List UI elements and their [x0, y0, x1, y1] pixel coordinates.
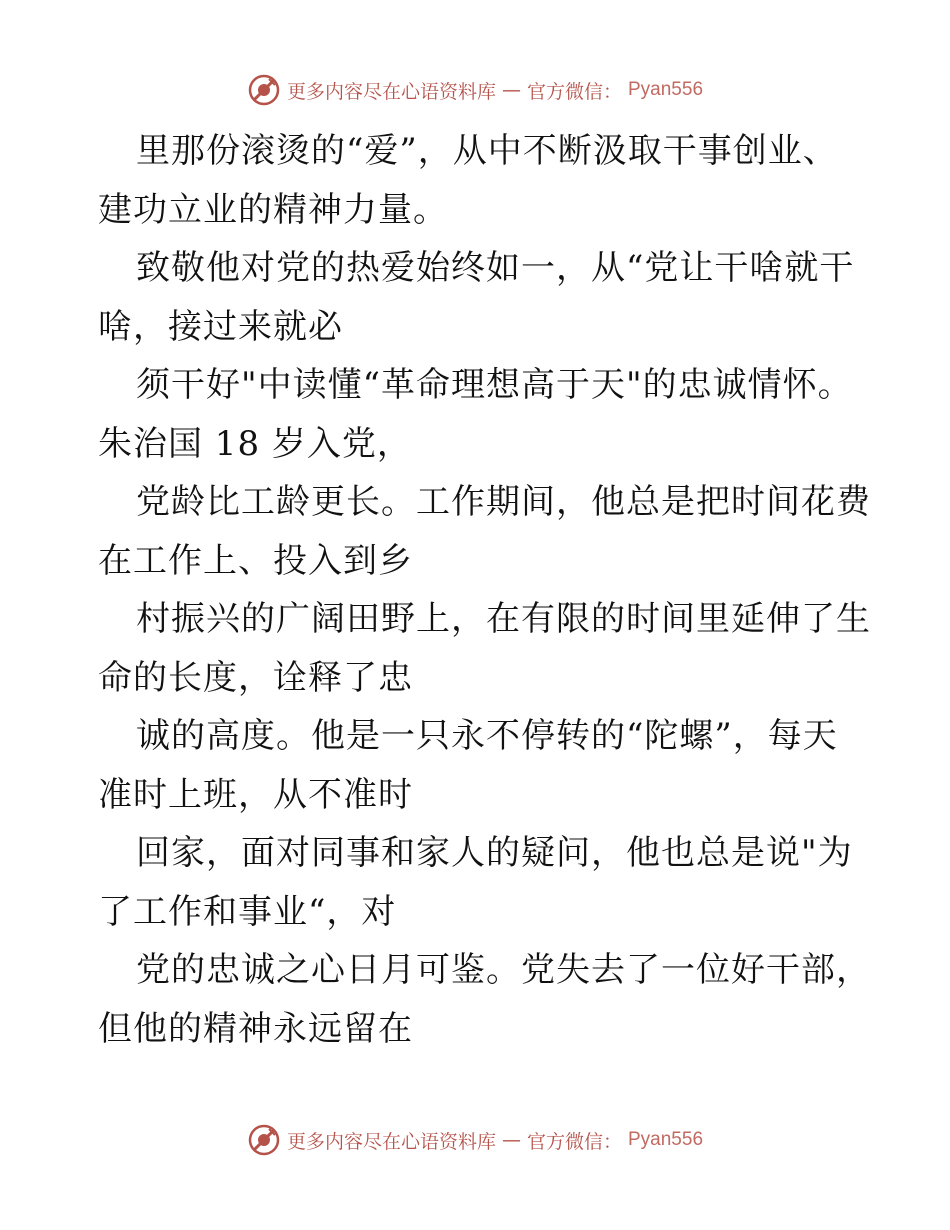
- footer-wechat-id: Pyan556: [628, 1129, 704, 1150]
- text-line: 诚的高度。他是一只永不停转的“陀螺”，每天: [136, 716, 838, 756]
- text-line: 但他的精神永远留在: [98, 1008, 413, 1049]
- brand-logo-icon: [247, 73, 281, 107]
- text-line: 准时上班，从不准时: [98, 774, 413, 815]
- header-banner: [0, 70, 950, 110]
- text-line: 了工作和事业“，对: [98, 891, 397, 932]
- footer-wechat-label: 官方微信：: [526, 1130, 622, 1153]
- footer-separator: —: [501, 1129, 521, 1151]
- text-line: 回家，面对同事和家人的疑问，他也总是说"为: [136, 833, 853, 873]
- header-wechat-label: 官方微信：: [526, 80, 622, 103]
- footer-site-text: 更多内容尽在心语资料库: [286, 1130, 496, 1153]
- brand-logo-icon: [247, 1123, 281, 1157]
- article-body: [98, 122, 871, 1058]
- header-wechat-id: Pyan556: [628, 79, 704, 100]
- footer-banner: [0, 1120, 950, 1160]
- text-line: 朱治国 18 岁入党，: [98, 423, 412, 464]
- text-line: 啥，接过来就必: [98, 306, 343, 347]
- text-line: 建功立业的精神力量。: [98, 189, 448, 230]
- header-separator: —: [501, 79, 521, 101]
- text-line: 须干好"中读懂“革命理想高于天"的忠诚情怀。: [136, 365, 853, 405]
- text-line: 党的忠诚之心日月可鉴。党失去了一位好干部，: [136, 950, 871, 990]
- header-site-text: 更多内容尽在心语资料库: [286, 80, 496, 103]
- text-line: 致敬他对党的热爱始终如一，从“党让干啥就干: [136, 248, 855, 288]
- text-line: 党龄比工龄更长。工作期间，他总是把时间花费: [136, 482, 871, 522]
- text-line: 命的长度，诠释了忠: [98, 657, 413, 698]
- text-line: 村振兴的广阔田野上，在有限的时间里延伸了生: [136, 599, 871, 639]
- text-line: 在工作上、投入到乡: [98, 540, 413, 581]
- text-line: 里那份滚烫的“爱”，从中不断汲取干事创业、: [136, 131, 838, 171]
